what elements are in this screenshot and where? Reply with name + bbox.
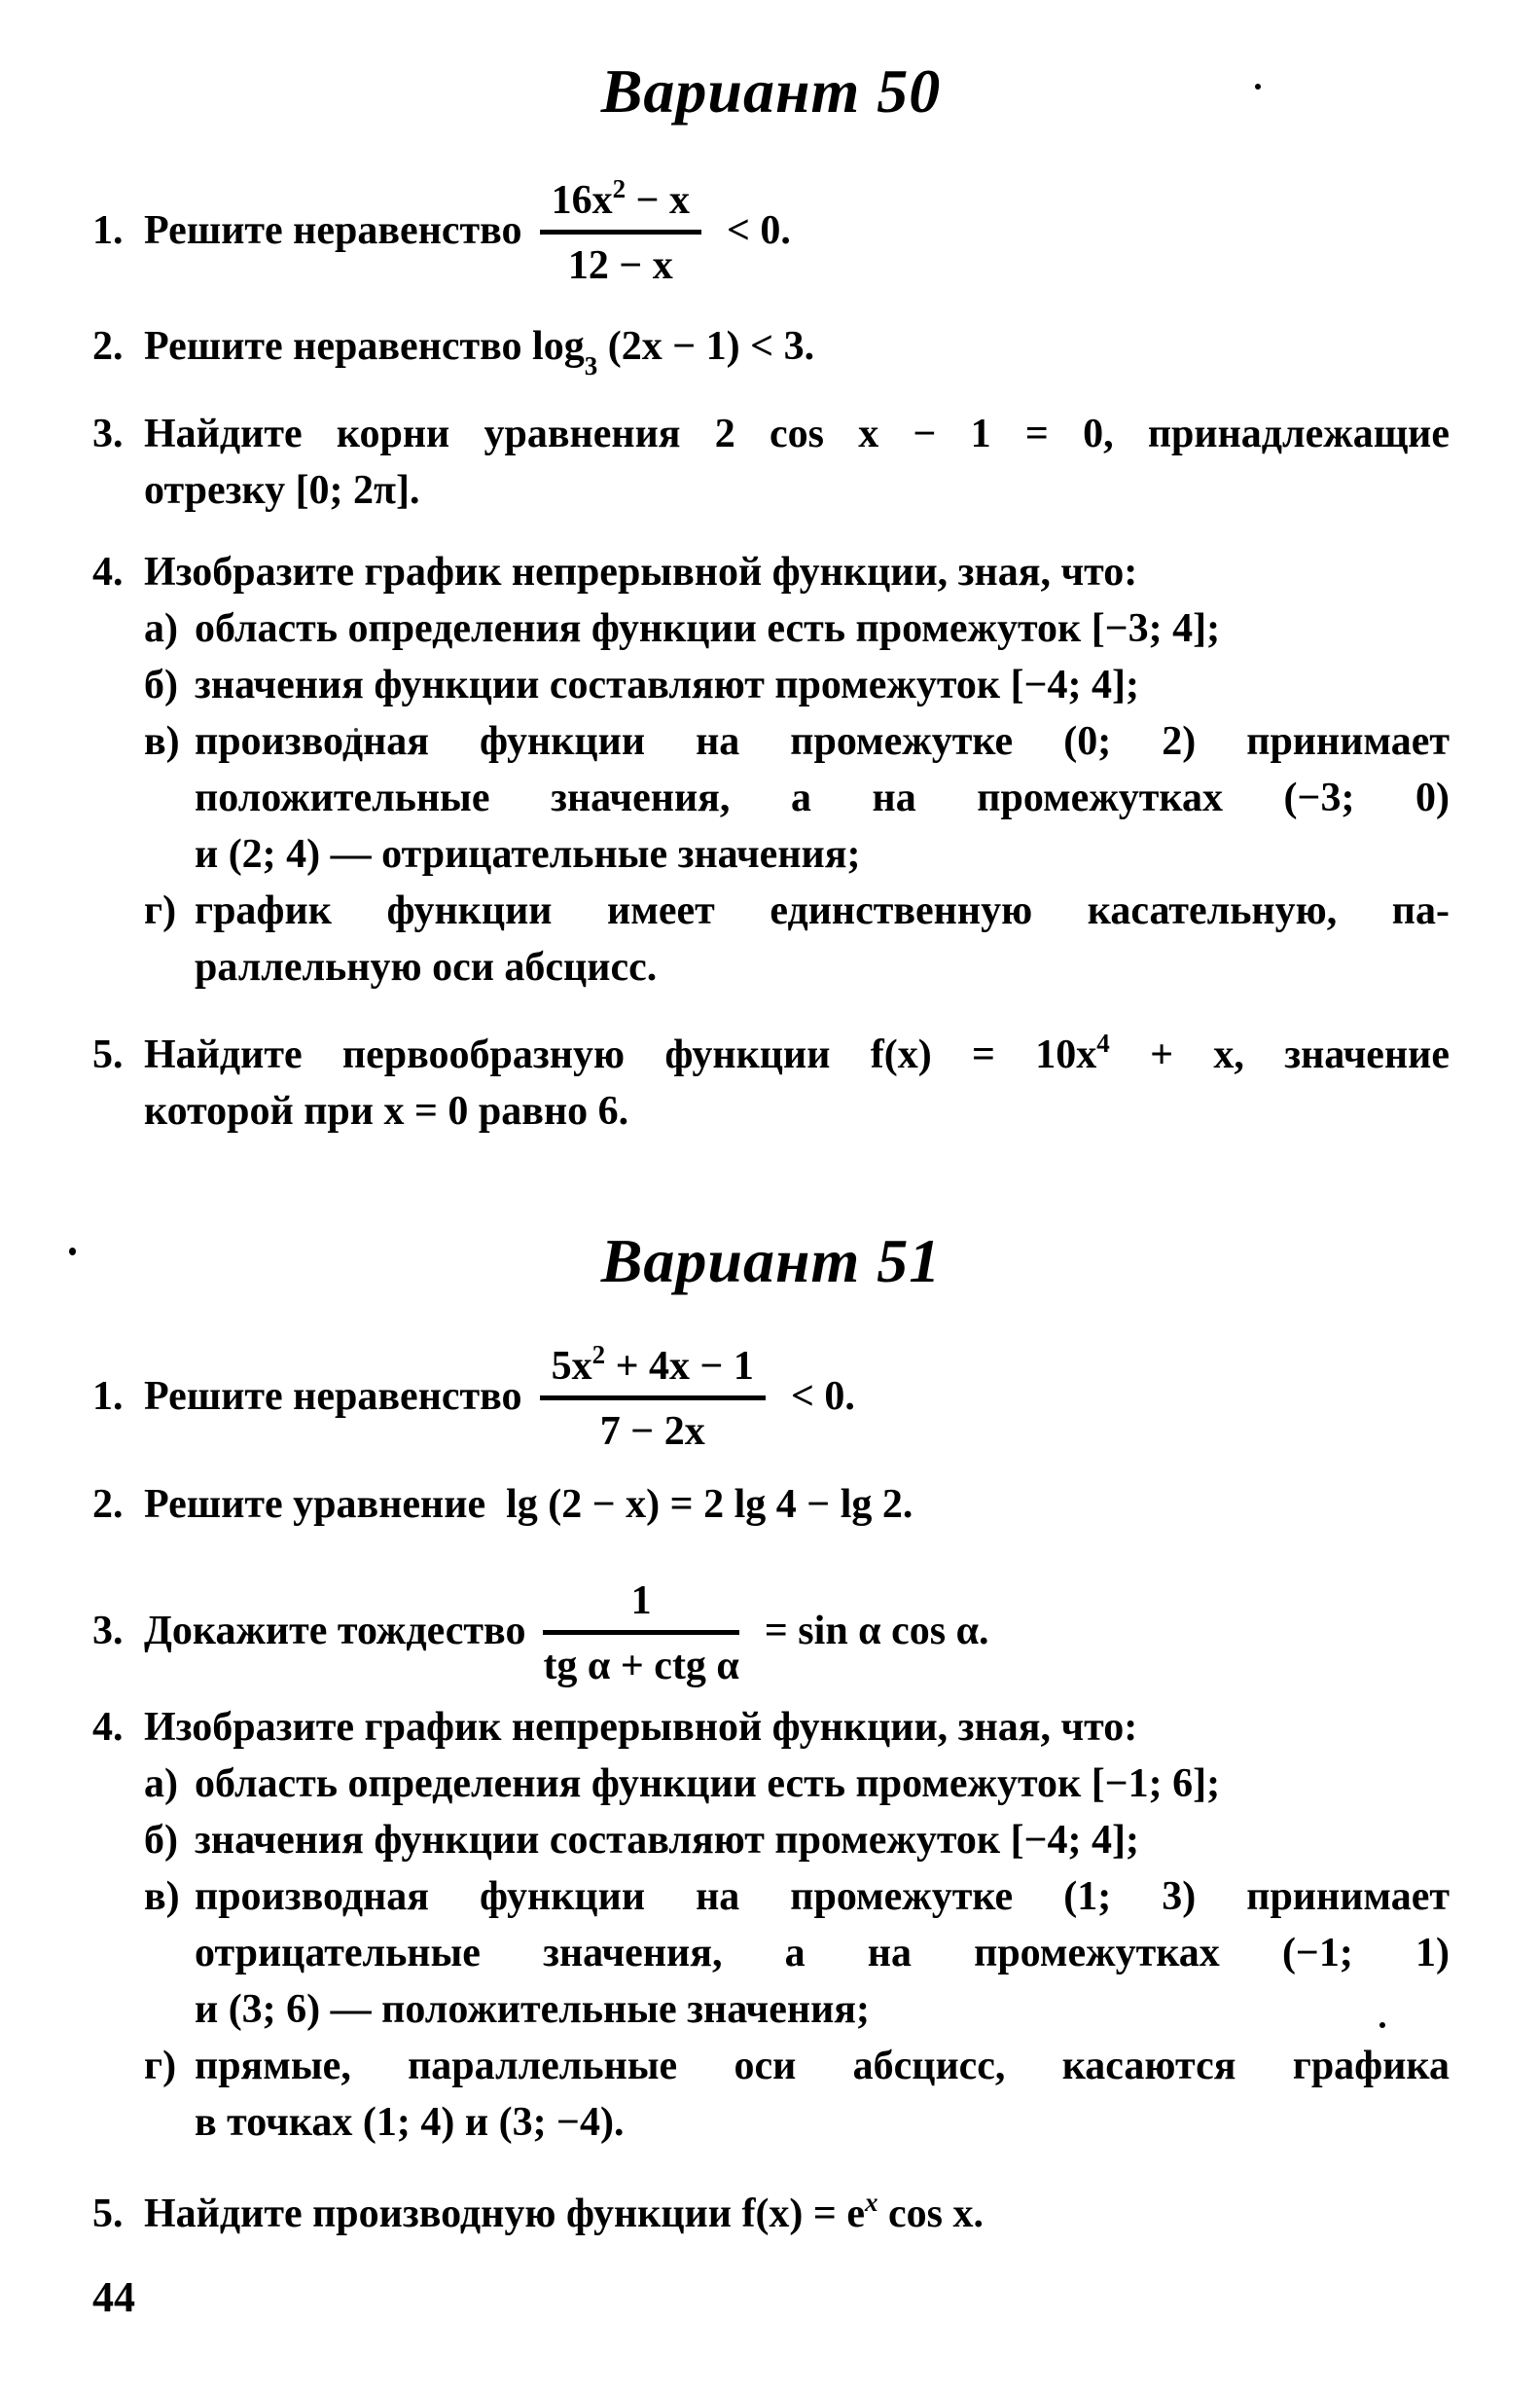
v50-problem-4g-line1: график функции имеет единственную касательную, па- xyxy=(195,888,1450,933)
text-after-log-base: (2x − 1) < 3. xyxy=(597,324,815,369)
v51-problem-4 xyxy=(92,1699,1450,2151)
subitem-marker-a: а) xyxy=(144,606,178,651)
subitem-marker-g: г) xyxy=(144,888,177,933)
v50-problem-4v-line3: и (2; 4) — отрицательные значения; xyxy=(195,832,861,877)
v50-problem-3-line2: отрезку [0; 2π]. xyxy=(144,468,420,513)
v50-problem-4-head: Изобразите график непрерывной функции, зная, что: xyxy=(144,550,1138,595)
v51-problem-3-number: 3. xyxy=(92,1608,124,1653)
v51-problem-4v-line1: производная функции на промежутке (1; 3) принимает xyxy=(195,1874,1450,1919)
v51-problem-3-text: Докажите тождество xyxy=(144,1608,526,1653)
v51-problem-4g-line2: в точках (1; 4) и (3; −4). xyxy=(195,2100,625,2145)
v51-problem-4a xyxy=(144,1756,1450,1812)
text-before-exponent: Найдите производную функции f(x) = e xyxy=(144,2192,865,2236)
fraction xyxy=(540,1337,766,1455)
v50-problem-4b xyxy=(144,657,1450,713)
fraction-numerator: 1 xyxy=(543,1572,738,1635)
subitem-marker-b: б) xyxy=(144,663,178,707)
log-base: 3 xyxy=(584,351,598,380)
v51-problem-1-inequality: < 0. xyxy=(790,1373,855,1419)
v51-problem-2-number: 2. xyxy=(92,1482,124,1527)
v50-problem-4a xyxy=(144,600,1450,657)
fraction xyxy=(543,1572,738,1689)
v51-problem-4v-line3: и (3; 6) — положительные значения; xyxy=(195,1987,870,2032)
v51-problem-5-number: 5. xyxy=(92,2192,124,2236)
v51-problem-3-identity: = sin α cos α. xyxy=(764,1608,989,1653)
page-content xyxy=(0,56,1540,2326)
text-before-log-base: Решите неравенство log xyxy=(144,324,585,369)
v51-problem-3 xyxy=(92,1572,1450,1689)
text-after-exponent: cos x. xyxy=(877,2192,984,2236)
v51-problem-4v xyxy=(144,1868,1450,2038)
numerator-rest: + 4x − 1 xyxy=(605,1344,754,1389)
v50-problem-4b-text: значения функции составляют промежуток [−4; 4]; xyxy=(195,663,1139,707)
v50-problem-1-text: Решите неравенство xyxy=(144,207,522,253)
v50-problem-2 xyxy=(92,318,1450,380)
v51-problem-5-text xyxy=(144,2186,1450,2242)
v50-problem-1-number: 1. xyxy=(92,207,124,253)
fraction-denominator: 7 − 2x xyxy=(599,1409,705,1454)
fraction-denominator: tg α + ctg α xyxy=(543,1644,739,1688)
text-before-exponent: Найдите первообразную функции f(x) = 10x xyxy=(144,1032,1097,1077)
scan-artifact-dot xyxy=(69,1248,76,1255)
exponent: 4 xyxy=(1096,1029,1110,1058)
v51-problem-2-text: Решите уравнение lg (2 − x) = 2 lg 4 − lg 2. xyxy=(144,1482,913,1527)
v50-problem-1 xyxy=(92,171,1450,289)
v50-problem-4a-text: область определения функции есть промежуток [−3; 4]; xyxy=(195,606,1221,651)
v50-problem-4v xyxy=(144,713,1450,883)
fraction-numerator xyxy=(540,171,701,235)
exponent: 2 xyxy=(591,1340,606,1369)
numerator-base: 5x xyxy=(551,1344,592,1389)
exponent: 2 xyxy=(612,174,627,203)
v51-problem-1-text: Решите неравенство xyxy=(144,1373,522,1419)
v50-problem-3 xyxy=(92,406,1450,519)
v51-problem-4b xyxy=(144,1812,1450,1868)
v50-problem-3-number: 3. xyxy=(92,412,124,456)
v51-problem-5 xyxy=(92,2186,1450,2242)
v50-problem-4 xyxy=(92,544,1450,996)
v50-problem-4v-line2: положительные значения, а на промежутках (−3; 0) xyxy=(195,776,1450,820)
v50-problem-2-text xyxy=(144,318,1450,380)
v50-problem-4g xyxy=(144,883,1450,996)
v50-problem-4-number: 4. xyxy=(92,550,124,595)
v50-problem-4v-line1: производная функции на промежутке (0; 2) принимает xyxy=(195,719,1450,764)
fraction-numerator xyxy=(540,1337,766,1400)
v50-problem-1-inequality: < 0. xyxy=(727,207,791,253)
v51-problem-4-number: 4. xyxy=(92,1705,124,1750)
fraction xyxy=(540,171,701,289)
subitem-marker-v: в) xyxy=(144,1874,180,1919)
v50-problem-5-line2: которой при x = 0 равно 6. xyxy=(144,1089,629,1134)
v51-problem-4-head: Изобразите график непрерывной функции, зная, что: xyxy=(144,1705,1138,1750)
exponent: x xyxy=(865,2188,878,2217)
v51-problem-1 xyxy=(92,1337,1450,1455)
v50-problem-3-line1: Найдите корни уравнения 2 cos x − 1 = 0, принадлежащие xyxy=(144,412,1450,456)
v51-problem-4v-line2: отрицательные значения, а на промежутках (−1; 1) xyxy=(195,1931,1450,1975)
variant-50-title: Вариант 50 xyxy=(600,56,942,126)
subitem-marker-b: б) xyxy=(144,1818,178,1863)
v51-problem-2 xyxy=(92,1476,1450,1533)
subitem-marker-g: г) xyxy=(144,2044,177,2088)
fraction-denominator: 12 − x xyxy=(567,243,673,288)
numerator-rest: − x xyxy=(626,178,690,223)
v51-problem-4g-line1: прямые, параллельные оси абсцисс, касаются графика xyxy=(195,2044,1450,2088)
text-after-exponent: + x, значение xyxy=(1109,1032,1450,1077)
v51-problem-1-number: 1. xyxy=(92,1373,124,1419)
subitem-marker-v: в) xyxy=(144,719,180,764)
scan-artifact-dot xyxy=(1255,84,1261,90)
v50-problem-2-number: 2. xyxy=(92,324,124,369)
variant-51-title: Вариант 51 xyxy=(600,1226,942,1295)
v50-problem-4g-line2: раллельную оси абсцисс. xyxy=(195,945,658,990)
page-number: 44 xyxy=(92,2273,135,2321)
v51-problem-4g xyxy=(144,2038,1450,2151)
v50-problem-5-number: 5. xyxy=(92,1032,124,1077)
v51-problem-4a-text: область определения функции есть промежуток [−1; 6]; xyxy=(195,1761,1221,1806)
subitem-marker-a: а) xyxy=(144,1761,178,1806)
v50-problem-5-line1 xyxy=(144,1027,1450,1083)
numerator-base: 16x xyxy=(551,178,613,223)
v50-problem-5 xyxy=(92,1027,1450,1140)
v51-problem-4b-text: значения функции составляют промежуток [−4; 4]; xyxy=(195,1818,1139,1863)
